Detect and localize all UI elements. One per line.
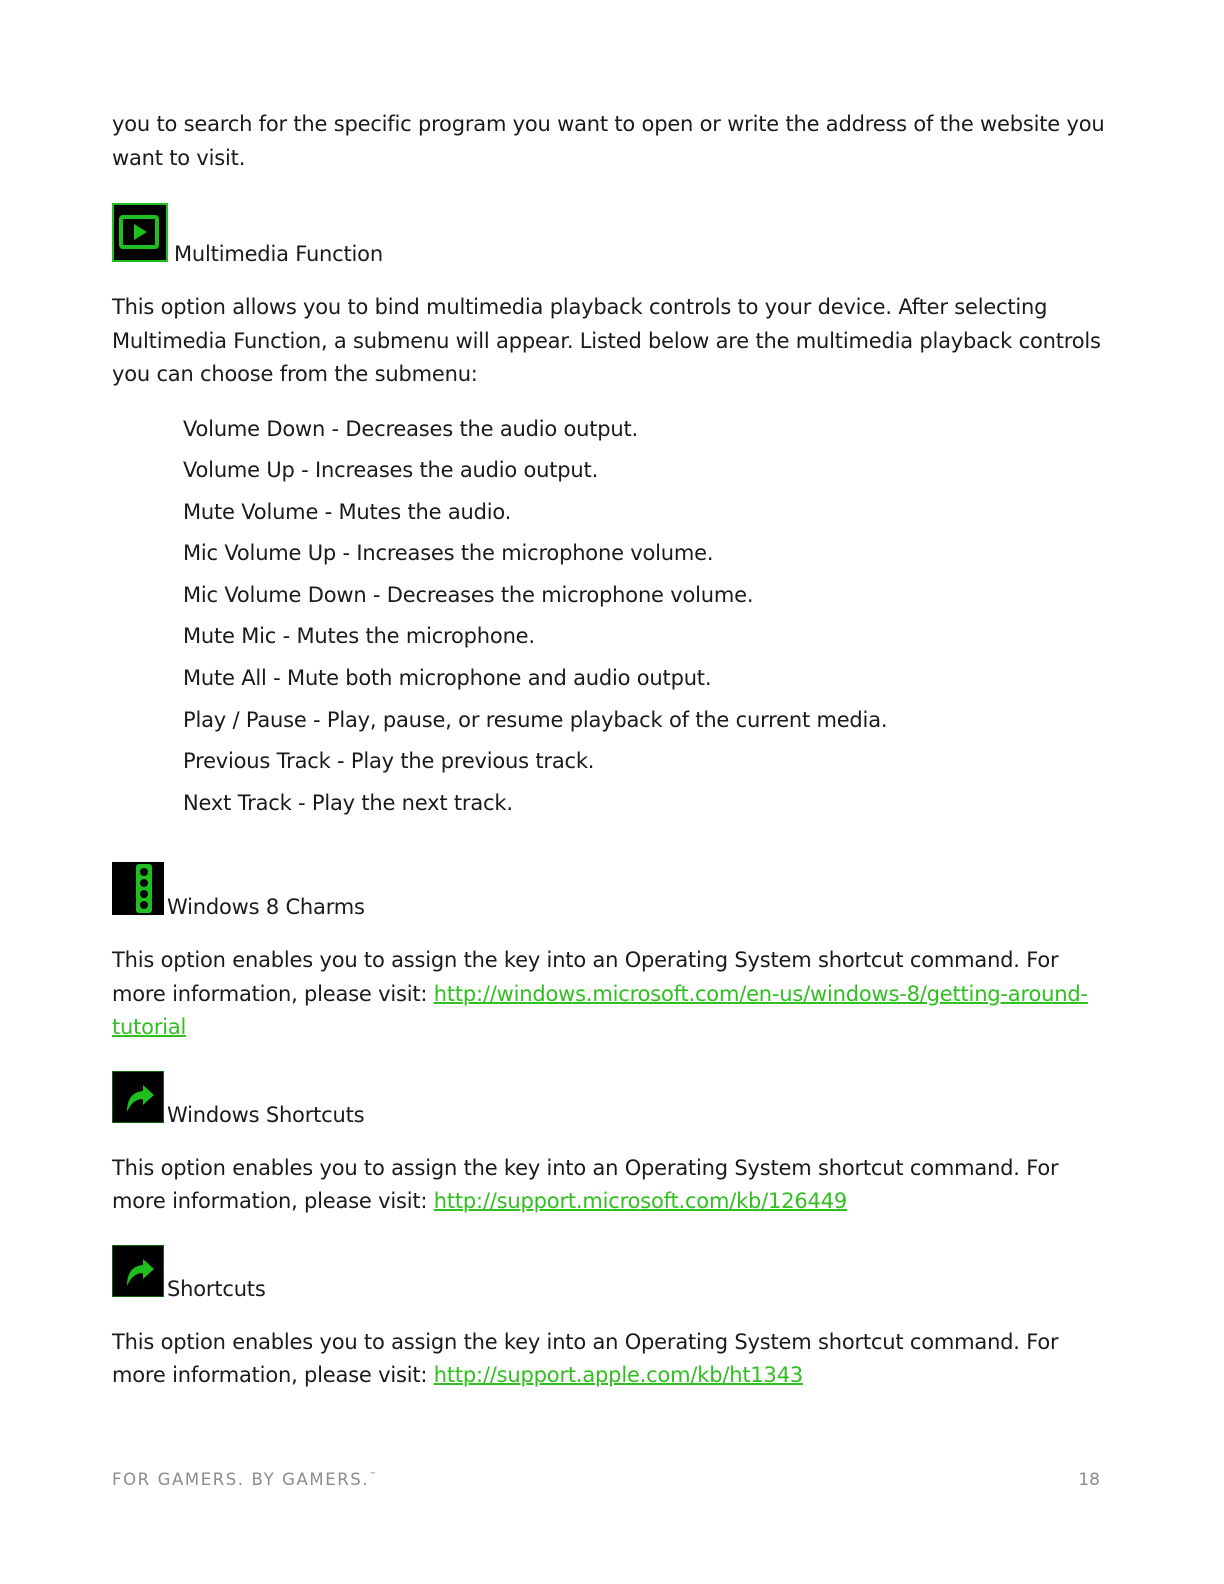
play-icon — [112, 203, 168, 262]
charms-title: Windows 8 Charms — [167, 895, 365, 920]
windows-shortcuts-description — [112, 1152, 1112, 1219]
shortcuts-heading — [112, 1245, 1112, 1301]
charms-description — [112, 944, 1112, 1045]
footer-tagline — [112, 1470, 376, 1489]
shortcuts-description-text: This option enables you to assign the key into an Operating System shortcut command. For more information, please visit: — [112, 1329, 1059, 1388]
shortcuts-description — [112, 1326, 1112, 1393]
charms-heading — [112, 862, 1112, 920]
document-page — [112, 108, 1112, 1393]
windows-shortcuts-link[interactable]: http://support.microsoft.com/kb/126449 — [433, 1189, 848, 1214]
intro-paragraph: you to search for the specific program you want to open or write the address of the website you want to visit. — [112, 112, 1105, 170]
multimedia-controls-list — [112, 409, 1112, 825]
list-item: Mute Volume - Mutes the audio. — [183, 499, 512, 524]
multimedia-heading — [112, 203, 1112, 266]
charms-icon — [112, 862, 164, 915]
multimedia-title: Multimedia Function — [174, 242, 383, 266]
windows-shortcuts-description-text: This option enables you to assign the key into an Operating System shortcut command. For more information, please visit: — [112, 1155, 1059, 1214]
trademark-symbol: ™ — [369, 1471, 377, 1479]
shortcuts-title: Shortcuts — [167, 1276, 266, 1301]
shortcuts-link[interactable]: http://support.apple.com/kb/ht1343 — [433, 1363, 804, 1388]
charms-link[interactable]: http://windows.microsoft.com/en-us/windows-8/getting-around-tutorial — [112, 981, 1088, 1040]
list-item: Mute Mic - Mutes the microphone. — [183, 624, 535, 649]
list-item: Play / Pause - Play, pause, or resume playback of the current media. — [183, 707, 888, 732]
list-item: Mic Volume Down - Decreases the microphone volume. — [183, 582, 754, 607]
list-item: Mute All - Mute both microphone and audio output. — [183, 666, 712, 691]
footer-tagline-text: FOR GAMERS. BY GAMERS. — [112, 1470, 370, 1489]
windows-shortcuts-title: Windows Shortcuts — [167, 1102, 365, 1127]
shortcut-arrow-icon — [112, 1071, 164, 1123]
list-item: Previous Track - Play the previous track. — [183, 749, 595, 774]
list-item: Next Track - Play the next track. — [183, 790, 513, 815]
multimedia-description: This option allows you to bind multimedia playback controls to your device. After selecting Multimedia Function, a submenu will appear. Listed below are the multimedia playback controls you can choose from the submenu: — [112, 295, 1101, 386]
windows-shortcuts-heading — [112, 1071, 1112, 1127]
charms-description-text: This option enables you to assign the key into an Operating System shortcut command. For more information, please visit: — [112, 948, 1059, 1006]
list-item: Volume Up - Increases the audio output. — [183, 458, 599, 483]
shortcut-arrow-icon — [112, 1245, 164, 1297]
list-item: Mic Volume Up - Increases the microphone volume. — [183, 541, 714, 566]
list-item: Volume Down - Decreases the audio output. — [183, 416, 639, 441]
page-number: 18 — [1078, 1470, 1100, 1490]
